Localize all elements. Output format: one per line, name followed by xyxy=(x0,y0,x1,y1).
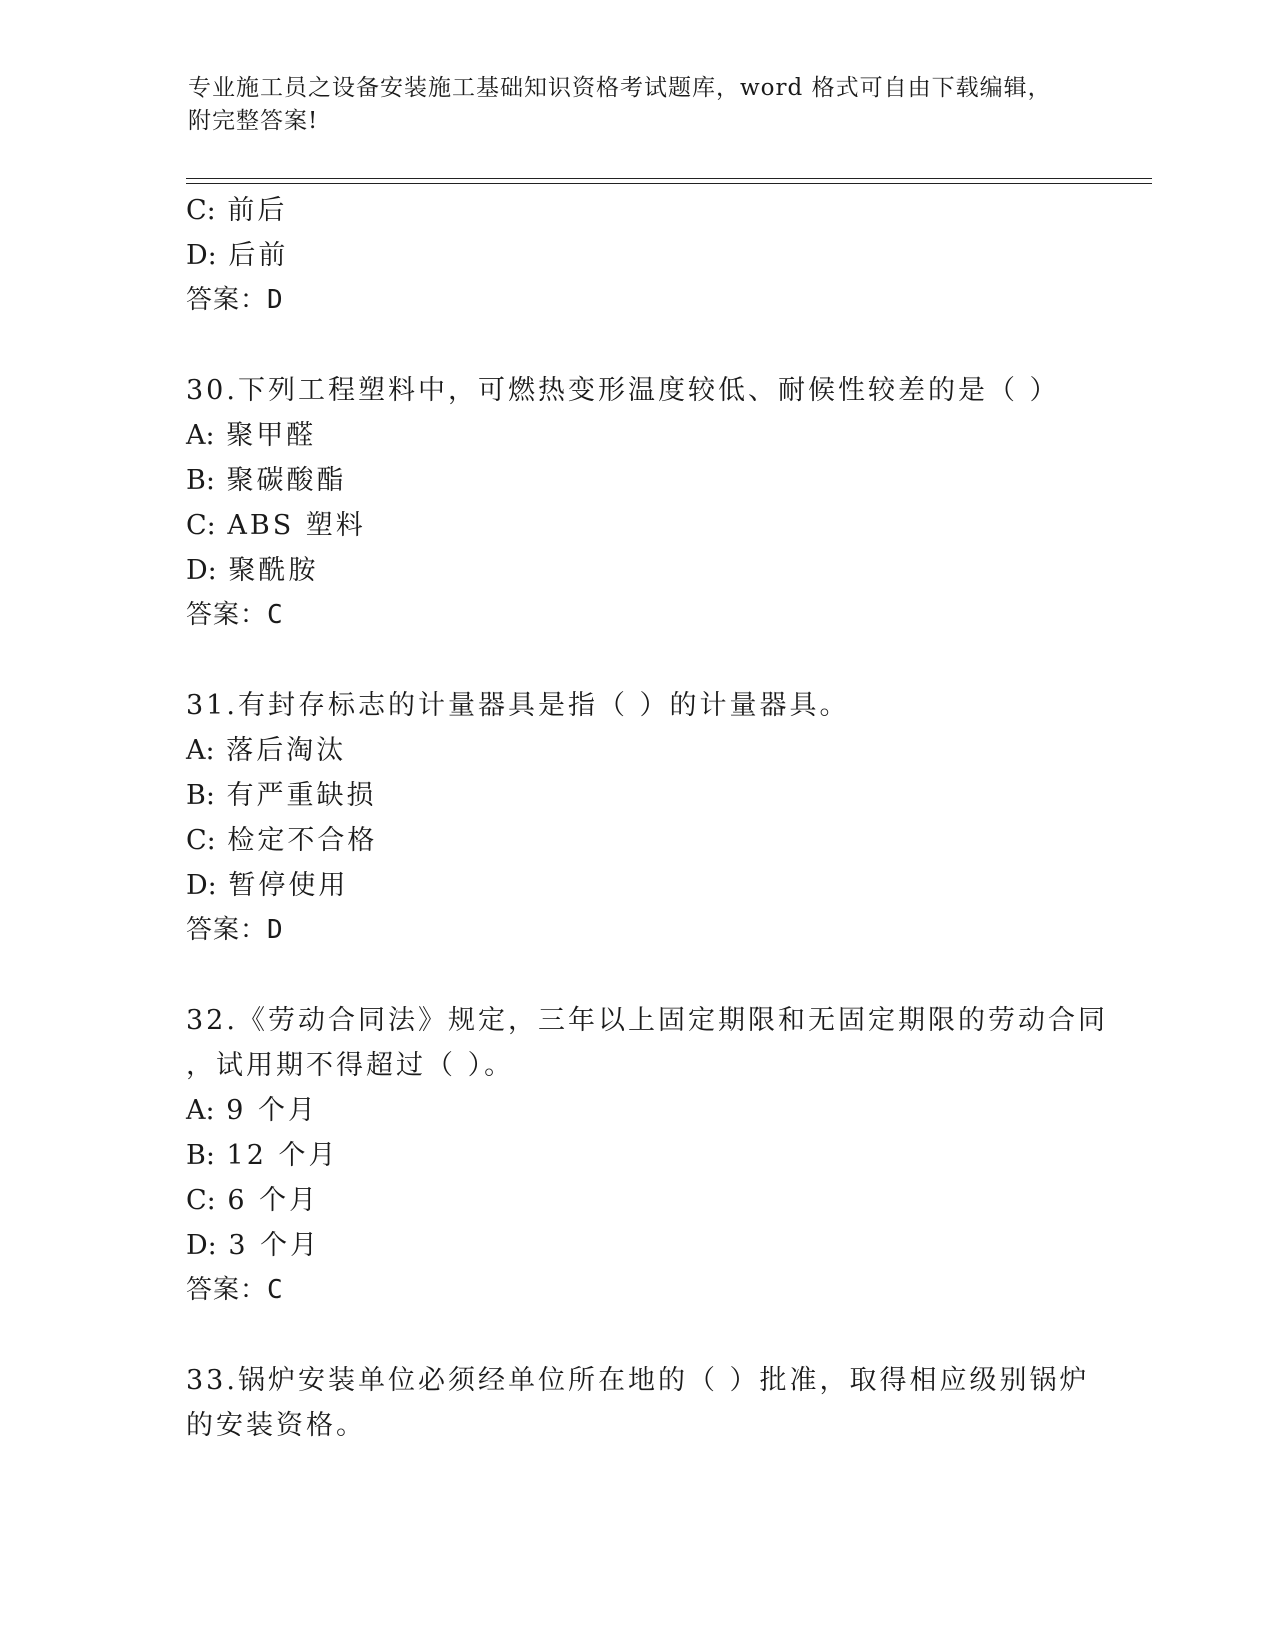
option-text: 前后 xyxy=(227,195,288,226)
option-text: 6 个月 xyxy=(227,1185,320,1216)
option-key: C: xyxy=(186,825,216,856)
option-line xyxy=(186,1088,1086,1133)
option-key: B: xyxy=(186,1140,215,1171)
answer-line xyxy=(186,278,1086,323)
option-text: 落后淘汰 xyxy=(226,735,347,766)
option-text: 3 个月 xyxy=(228,1230,321,1261)
option-key: C: xyxy=(186,510,216,541)
option-key: B: xyxy=(186,465,215,496)
question-text: 33.锅炉安装单位必须经单位所在地的（ ）批准，取得相应级别锅炉 xyxy=(186,1365,1090,1396)
option-line xyxy=(186,773,1086,818)
question-block xyxy=(186,998,1108,1313)
question-text-continued: ，试用期不得超过（ ）。 xyxy=(186,1050,515,1081)
option-line xyxy=(186,548,1086,593)
answer-line xyxy=(186,1268,1086,1313)
option-text: 9 个月 xyxy=(226,1095,318,1126)
header-line-2: 附完整答案! xyxy=(188,108,319,134)
option-text: 聚甲醛 xyxy=(226,420,317,451)
option-key: D: xyxy=(186,1230,217,1261)
option-key: D: xyxy=(186,240,217,271)
option-line xyxy=(186,728,1086,773)
option-line xyxy=(186,503,1086,548)
option-key: C: xyxy=(186,195,216,226)
answer-value: D xyxy=(267,915,284,945)
option-key: A: xyxy=(186,1095,215,1126)
option-text: 暂停使用 xyxy=(228,870,349,901)
option-line xyxy=(186,1133,1086,1178)
option-key: A: xyxy=(186,420,215,451)
option-line xyxy=(186,863,1086,908)
option-line xyxy=(186,458,1086,503)
option-key: A: xyxy=(186,735,215,766)
question-text: 30.下列工程塑料中，可燃热变形温度较低、耐候性较差的是（ ） xyxy=(186,375,1060,406)
header-line-1: 专业施工员之设备安装施工基础知识资格考试题库，word 格式可自由下载编辑， xyxy=(188,75,1052,101)
answer-value: C xyxy=(267,1275,284,1305)
option-line xyxy=(186,233,1086,278)
question-text: 31.有封存标志的计量器具是指（ ）的计量器具。 xyxy=(186,690,850,721)
answer-label: 答案： xyxy=(186,915,268,945)
answer-line xyxy=(186,593,1086,638)
option-line xyxy=(186,1178,1086,1223)
spacer xyxy=(186,1313,1086,1358)
option-text: ABS 塑料 xyxy=(227,510,366,541)
answer-value: C xyxy=(267,600,284,630)
option-text: 聚酰胺 xyxy=(228,555,319,586)
spacer xyxy=(186,638,1086,683)
question-block xyxy=(186,1358,1090,1448)
spacer xyxy=(186,953,1086,998)
option-key: B: xyxy=(186,780,215,811)
answer-label: 答案： xyxy=(186,1275,268,1305)
option-line xyxy=(186,188,1086,233)
option-key: C: xyxy=(186,1185,216,1216)
header-divider-bottom xyxy=(186,183,1152,184)
answer-line xyxy=(186,908,1086,953)
option-text: 后前 xyxy=(228,240,289,271)
header-divider-top xyxy=(186,178,1152,179)
option-text: 12 个月 xyxy=(226,1140,339,1171)
answer-label: 答案： xyxy=(186,285,268,315)
option-text: 有严重缺损 xyxy=(226,780,377,811)
answer-value: D xyxy=(267,285,284,315)
option-key: D: xyxy=(186,555,217,586)
question-block xyxy=(186,368,1086,638)
option-line xyxy=(186,818,1086,863)
option-text: 聚碳酸酯 xyxy=(226,465,347,496)
question-list xyxy=(186,188,1108,1448)
option-key: D: xyxy=(186,870,217,901)
option-line xyxy=(186,413,1086,458)
spacer xyxy=(186,323,1086,368)
option-line xyxy=(186,1223,1086,1268)
question-text-continued: 的安装资格。 xyxy=(186,1410,366,1441)
question-block xyxy=(186,683,1086,953)
question-text: 32.《劳动合同法》规定，三年以上固定期限和无固定期限的劳动合同 xyxy=(186,1005,1108,1036)
page-header xyxy=(188,72,1088,138)
answer-label: 答案： xyxy=(186,600,268,630)
option-text: 检定不合格 xyxy=(227,825,378,856)
